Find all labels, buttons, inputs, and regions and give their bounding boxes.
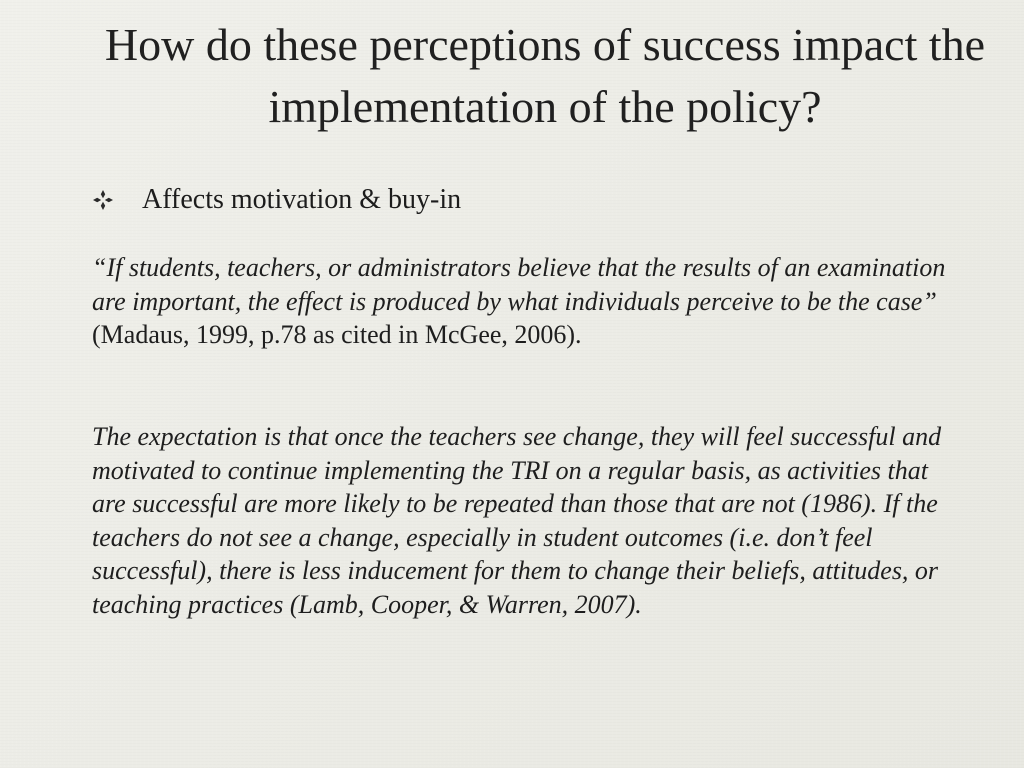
quote-text: “If students, teachers, or administrators believe that the results of an examination are important, the effect is produced by what individuals perceive to be the case” bbox=[92, 253, 946, 316]
quote-citation: (Madaus, 1999, p.78 as cited in McGee, 2006). bbox=[92, 320, 582, 349]
quote-paragraph bbox=[92, 251, 952, 352]
fleuron-diamond-icon bbox=[92, 189, 114, 211]
fleuron-diamond-icon-svg bbox=[92, 189, 114, 211]
bullet-text: Affects motivation & buy-in bbox=[142, 184, 462, 215]
slide-title: How do these perceptions of success impact the implementation of the policy? bbox=[104, 19, 986, 132]
bullet-item bbox=[92, 183, 461, 217]
body-paragraph: The expectation is that once the teachers see change, they will feel successful and motivated to continue implementing the TRI on a regular basis, as activities that are successful are more likely to be repeated than those that are not (1986). If the teachers do not see a change, especially in student outcomes (i.e. don’t feel successful), there is less inducement for them to change their beliefs, attitudes, or teaching practices (Lamb, Cooper, & Warren, 2007). bbox=[92, 422, 942, 619]
